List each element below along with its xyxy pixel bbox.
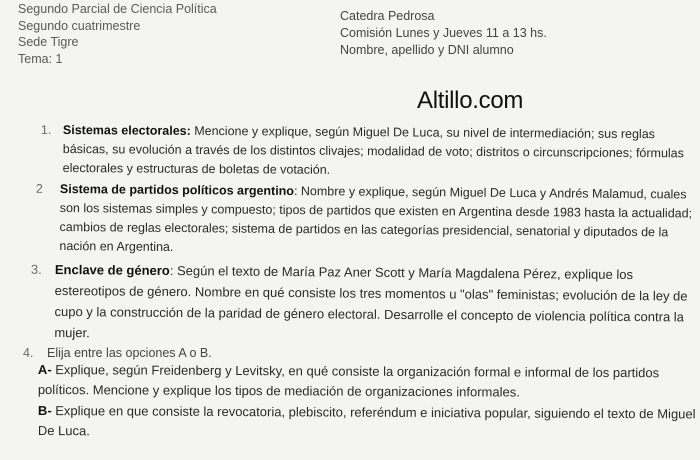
exam-header-left xyxy=(18,1,217,67)
question-3 xyxy=(30,259,695,349)
question-number: 4. xyxy=(23,346,34,360)
question-title: Sistema de partidos políticos argentino xyxy=(59,181,295,199)
campus-label: Sede Tigre xyxy=(18,35,79,49)
question-intro: Elija entre las opciones A o B. xyxy=(47,346,212,360)
question-2 xyxy=(35,180,700,262)
exam-header-right xyxy=(340,8,547,59)
question-title: Sistemas electorales: xyxy=(62,122,191,138)
chair-label: Catedra Pedrosa xyxy=(340,9,435,23)
option-a-label: A- xyxy=(37,361,52,378)
option-a-text: Explique, según Freidenberg y Levitsky, en qué consiste la organización formal e informal de los partidos políticos. Mencione y explique los tipos de mediación de organizaciones informales. xyxy=(37,362,660,400)
question-body: : Según el texto de María Paz Aner Scott y María Magdalena Pérez, explique los estereotipos de género. Nombre en qué consiste los tres momentos u "olas" feministas; evolución de la ley de cupo y la construcción de la paridad de género electoral. Desarrolle el concepto de violencia política contra la mujer. xyxy=(54,263,688,341)
question-title: Enclave de género xyxy=(54,261,170,279)
term-label: Segundo cuatrimestre xyxy=(18,18,141,33)
commission-label: Comisión Lunes y Jueves 11 a 13 hs. xyxy=(340,26,547,40)
option-b-text: Explique en que consiste la revocatoria, plebiscito, referéndum e iniciativa popular, siguiendo el texto de Miguel De Luca. xyxy=(37,403,696,439)
option-b-label: B- xyxy=(37,402,52,419)
question-number: 1. xyxy=(40,122,52,137)
option-b xyxy=(38,401,698,444)
topic-label: Tema: 1 xyxy=(18,51,63,66)
question-number: 2 xyxy=(35,181,43,196)
option-a xyxy=(38,360,698,403)
question-number: 3. xyxy=(30,261,42,277)
student-name-field: Nombre, apellido y DNI alumno xyxy=(340,43,514,57)
question-body: Mencione y explique, según Miguel De Luca, su nivel de intermediación; sus reglas básicas, su evolución a través de los distintos clivajes; modalidad de voto; distritos o circunscripciones; fórmulas electorales y estructuras de boletas de votación. xyxy=(62,123,684,177)
question-body: : Nombre y explique, según Miguel De Luca y Andrés Malamud, cuales son los sistemas simples y compuesto; tipos de partidos que existen en Argentina desde 1983 hasta la actualidad; cambios de reglas electorales; sistema de partidos en las categorías presidencial, senatorial y diputados de la nación en Argentina. xyxy=(59,184,693,254)
question-1 xyxy=(40,121,700,182)
exam-title: Segundo Parcial de Ciencia Política xyxy=(18,2,217,16)
watermark: Altillo.com xyxy=(417,87,524,114)
